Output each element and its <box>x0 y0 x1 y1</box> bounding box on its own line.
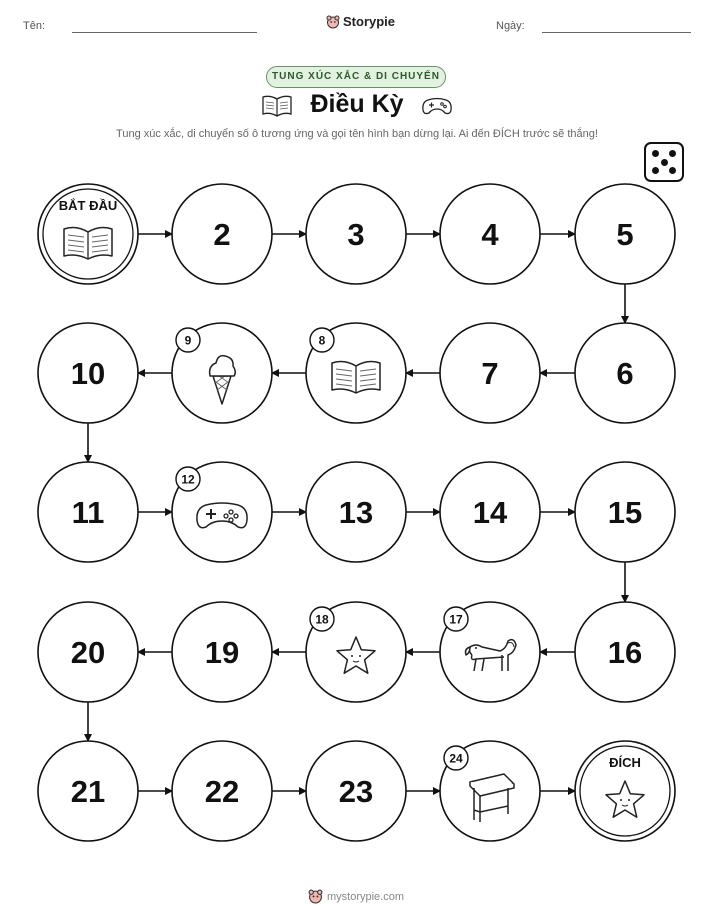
footer <box>308 889 404 904</box>
date-label: Ngày: <box>496 20 525 32</box>
cell-number: 21 <box>70 774 106 809</box>
page-title: Điều Kỳ <box>310 90 404 118</box>
instructions: Tung xúc xắc, di chuyển số ô tương ứng và gọi tên hình bạn dừng lại. Ai đến ĐÍCH trước sẽ thắng! <box>116 128 598 140</box>
cell-number: 6 <box>616 356 634 391</box>
board-cell[interactable] <box>440 741 540 841</box>
cell-number: 7 <box>481 356 499 391</box>
cell-number: 4 <box>481 217 499 252</box>
board-cell[interactable] <box>172 462 272 562</box>
cell-number: 9 <box>184 333 192 348</box>
cell-number: 11 <box>71 495 105 530</box>
cell-number: 14 <box>472 495 508 530</box>
board-cell[interactable] <box>440 602 540 702</box>
cell-number: 22 <box>204 774 240 809</box>
game-type-badge: TUNG XÚC XẮC & DI CHUYỂN <box>266 66 446 88</box>
board-cell[interactable] <box>38 602 138 702</box>
mascot-icon <box>308 889 323 904</box>
cell-number: 17 <box>449 612 463 627</box>
cell-number: 20 <box>70 635 106 670</box>
start-label: BẮT ĐẦU <box>58 198 118 213</box>
board-cell[interactable] <box>38 741 138 841</box>
board-cell[interactable] <box>575 184 675 284</box>
board-cell[interactable] <box>440 184 540 284</box>
cell-number: 3 <box>347 217 365 252</box>
board-cell[interactable] <box>440 462 540 562</box>
cell-number: 16 <box>607 635 643 670</box>
cell-number: 19 <box>204 635 240 670</box>
cell-number: 10 <box>70 356 106 391</box>
name-label: Tên: <box>23 20 46 32</box>
board-cell[interactable] <box>172 184 272 284</box>
board-cell[interactable] <box>38 323 138 423</box>
board-cell[interactable] <box>306 323 406 423</box>
board-cell[interactable] <box>306 741 406 841</box>
cell-number: 8 <box>318 333 326 348</box>
finish-cell[interactable] <box>575 741 675 841</box>
board-cell[interactable] <box>172 323 272 423</box>
board-cell[interactable] <box>306 462 406 562</box>
board-cell[interactable] <box>172 741 272 841</box>
cell-number: 13 <box>338 495 374 530</box>
cell-number: 5 <box>616 217 634 252</box>
board-cell[interactable] <box>38 462 138 562</box>
footer-url[interactable]: mystorypie.com <box>327 890 405 903</box>
brand-name: Storypie <box>343 14 396 29</box>
board-cell[interactable] <box>306 184 406 284</box>
board-cell[interactable] <box>306 602 406 702</box>
board-cell[interactable] <box>575 602 675 702</box>
finish-label: ĐÍCH <box>609 755 641 770</box>
board-cell[interactable] <box>440 323 540 423</box>
cell-number: 23 <box>338 774 374 809</box>
board-cell[interactable] <box>172 602 272 702</box>
cell-number: 24 <box>449 751 463 766</box>
open-book-icon <box>332 362 380 393</box>
cell-number: 2 <box>213 217 231 252</box>
start-cell[interactable] <box>38 184 138 284</box>
cell-number: 18 <box>315 612 329 627</box>
cell-number: 12 <box>181 472 195 487</box>
board-cell[interactable] <box>575 462 675 562</box>
open-book-icon <box>64 228 112 259</box>
board-cell[interactable] <box>575 323 675 423</box>
cell-number: 15 <box>607 495 643 530</box>
